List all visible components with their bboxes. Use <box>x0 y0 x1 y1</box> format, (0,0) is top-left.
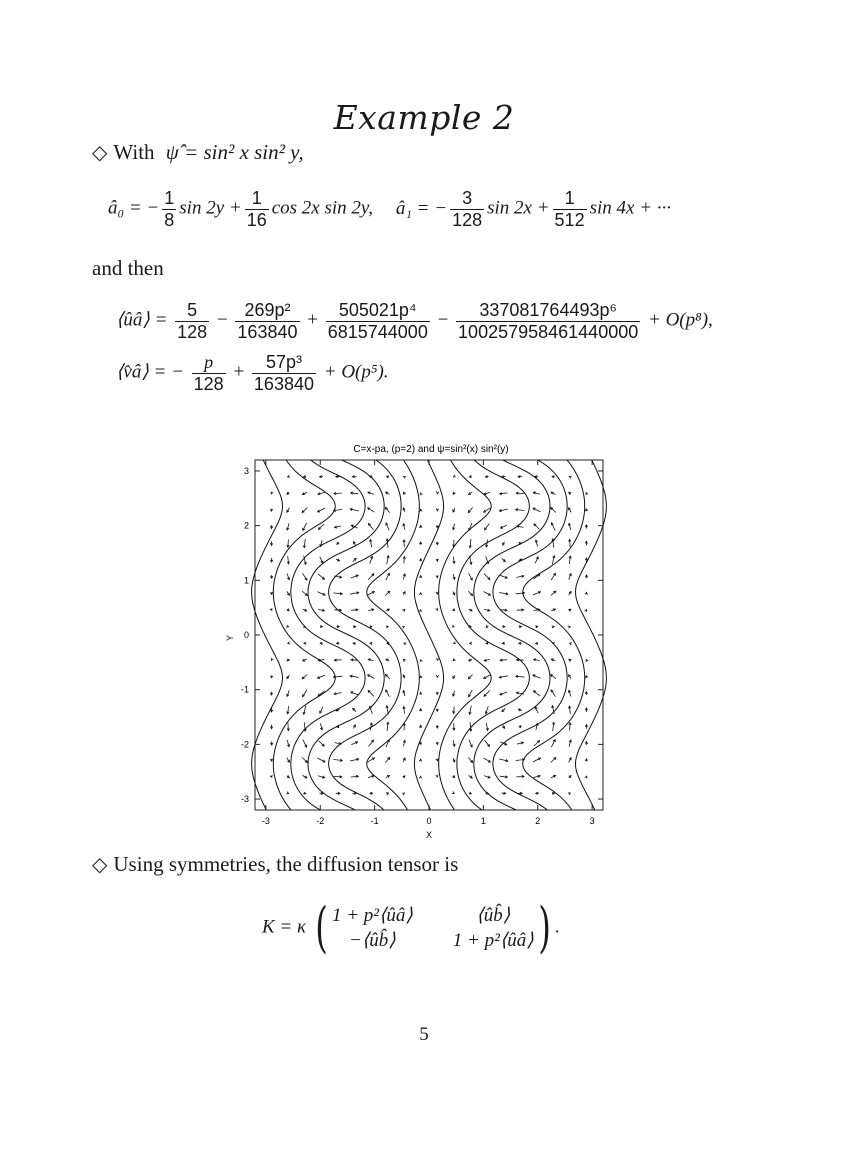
velocity-arrow <box>318 574 324 579</box>
arrow-head <box>586 660 588 663</box>
velocity-arrow <box>551 758 556 763</box>
velocity-arrow <box>369 740 374 746</box>
contour-line <box>523 460 585 810</box>
diamond-icon: ◇ <box>92 142 108 164</box>
y-tick-label: -3 <box>240 794 249 805</box>
arrow-head <box>404 476 407 478</box>
numerator: 1 <box>164 188 175 208</box>
bullet-text: Using symmetries, the diffusion tensor is <box>113 852 459 876</box>
y-tick-label: 0 <box>243 630 249 640</box>
denominator: 163840 <box>237 321 298 342</box>
va-lhs: ⟨v̂â⟩ = − <box>116 361 184 383</box>
matrix-cell: 1 + p²⟨ûâ⟩ <box>331 904 413 926</box>
arrow-head <box>452 792 455 794</box>
fraction <box>175 300 209 342</box>
arrow-head <box>402 793 405 795</box>
x-tick-label: 1 <box>480 816 486 826</box>
diamond-icon: ◇ <box>92 854 108 876</box>
arrow-head <box>585 610 587 613</box>
denominator: 128 <box>177 321 208 342</box>
operator: + <box>233 361 245 383</box>
equation-va <box>116 352 389 394</box>
numerator: 269p² <box>235 300 299 322</box>
arrow-head <box>271 658 273 661</box>
velocity-arrow <box>368 574 374 580</box>
arrow-head <box>419 610 421 613</box>
contour-line <box>474 460 550 810</box>
equation-ua <box>116 300 713 342</box>
fraction <box>456 300 640 342</box>
arrow-head <box>452 625 454 627</box>
term: sin 4x + ··· <box>589 197 672 219</box>
denominator: 163840 <box>253 373 314 394</box>
arrow-head <box>419 776 421 778</box>
term: sin 2y + <box>179 197 242 219</box>
arrow-head <box>454 642 456 644</box>
term: sin 2x + <box>487 197 550 219</box>
arrow-head <box>568 626 570 628</box>
velocity-arrow <box>551 508 556 513</box>
velocity-arrow <box>485 524 490 530</box>
tensor-lhs: K = κ <box>262 916 307 938</box>
velocity-arrow <box>534 691 540 696</box>
y-tick-label: -1 <box>240 684 249 695</box>
denominator: 128 <box>193 373 224 394</box>
numerator: p <box>192 352 226 374</box>
bullet-symmetries <box>92 852 458 877</box>
ua-lhs: ⟨ûâ⟩ = <box>116 309 168 331</box>
arrow-head <box>585 776 587 779</box>
arrow-head <box>569 476 572 478</box>
term: cos 2x sin 2y, <box>271 197 374 219</box>
numerator: 1 <box>245 188 269 210</box>
arrow-head <box>270 608 272 611</box>
arrow-head <box>436 608 438 611</box>
velocity-arrow <box>368 690 374 696</box>
numerator: 57p³ <box>252 352 316 374</box>
velocity-arrow <box>369 524 374 530</box>
fraction <box>252 352 316 394</box>
operator: − <box>437 309 449 331</box>
arrow-head <box>286 625 288 627</box>
y-tick-label: -2 <box>240 739 249 750</box>
velocity-arrow <box>484 690 490 696</box>
x-axis-label: X <box>425 830 433 840</box>
tensor-matrix <box>332 904 534 952</box>
contour-line <box>273 460 335 810</box>
x-tick-label: 3 <box>589 816 595 826</box>
numerator: 505021p⁴ <box>326 300 430 322</box>
arrow-head <box>420 660 422 663</box>
psi-expression: ψ̂ = sin² x sin² y, <box>165 140 304 164</box>
fraction <box>162 188 176 230</box>
a1-lhs: â₁ = − <box>395 197 448 219</box>
arrow-head <box>437 491 439 493</box>
right-paren: ) <box>537 896 551 959</box>
matrix-cell: ⟨ûb̂⟩ <box>476 904 511 926</box>
arrow-head <box>286 792 289 794</box>
arrow-head <box>453 475 456 477</box>
fraction <box>553 188 587 230</box>
operator: + <box>307 309 318 331</box>
contour-line <box>308 460 384 810</box>
arrow-head <box>420 493 422 495</box>
denominator: 100257958461440000 <box>458 321 639 342</box>
y-tick-label: 2 <box>243 520 249 531</box>
arrow-head <box>288 475 290 477</box>
numerator: 3 <box>450 188 484 210</box>
arrow-head <box>436 775 438 777</box>
denominator: 16 <box>246 209 267 230</box>
order-term: + O(p⁵). <box>323 361 389 383</box>
contour-line <box>329 460 402 810</box>
arrow-head <box>404 643 406 645</box>
velocity-arrow <box>302 508 307 513</box>
arrow-head <box>402 626 404 628</box>
left-paren: ( <box>315 896 328 959</box>
velocity-arrow <box>485 740 490 746</box>
denominator: 512 <box>554 209 585 230</box>
denominator: 6815744000 <box>327 321 428 342</box>
and-then-text: and then <box>92 256 164 280</box>
denominator: 128 <box>452 209 483 230</box>
diffusion-tensor <box>262 896 559 959</box>
a0-lhs: â₀ = − <box>108 197 160 219</box>
fraction <box>450 188 484 230</box>
numerator: 337081764493p⁶ <box>456 300 640 322</box>
numerator: 5 <box>175 300 209 322</box>
fraction <box>192 352 226 394</box>
contour-quiver-figure <box>225 436 625 848</box>
x-tick-label: -2 <box>316 816 325 826</box>
arrow-head <box>288 642 290 644</box>
order-term: + O(p⁸), <box>648 309 713 331</box>
fraction <box>326 300 430 342</box>
bullet-with-psi <box>92 140 304 165</box>
tensor-period: . <box>554 916 560 938</box>
page-title: Example 2 <box>333 98 515 137</box>
arrow-head <box>270 775 272 778</box>
x-tick-label: 0 <box>426 816 432 826</box>
velocity-arrow <box>319 741 325 747</box>
velocity-arrow <box>302 758 307 763</box>
y-axis-label: Y <box>225 634 235 642</box>
page-number: 5 <box>419 1024 429 1045</box>
operator: − <box>216 309 228 331</box>
numerator: 1 <box>553 188 587 210</box>
arrow-head <box>568 793 570 795</box>
chart-title: C=x-pa, (p=2) and ψ=sin²(x) sin²(y) <box>353 444 509 455</box>
contour-lines <box>252 460 607 810</box>
y-tick-label: 1 <box>243 575 249 586</box>
contour-line <box>457 460 530 810</box>
fraction <box>245 188 269 230</box>
y-tick-label: 3 <box>243 465 249 476</box>
fraction <box>235 300 299 342</box>
matrix-cell: −⟨ûb̂⟩ <box>349 929 396 951</box>
x-tick-label: 2 <box>535 816 541 826</box>
x-tick-label: -1 <box>370 816 379 826</box>
velocity-arrow <box>534 524 540 530</box>
arrow-head <box>586 493 588 496</box>
velocity-arrow <box>484 574 490 580</box>
x-tick-label: -3 <box>261 816 270 826</box>
bullet-prefix: With <box>113 140 155 164</box>
arrow-head <box>437 658 439 661</box>
arrow-head <box>271 491 273 494</box>
denominator: 8 <box>164 209 175 230</box>
arrow-head <box>570 643 572 645</box>
equation-a0-a1 <box>108 188 671 230</box>
matrix-cell: 1 + p²⟨ûâ⟩ <box>452 929 534 951</box>
